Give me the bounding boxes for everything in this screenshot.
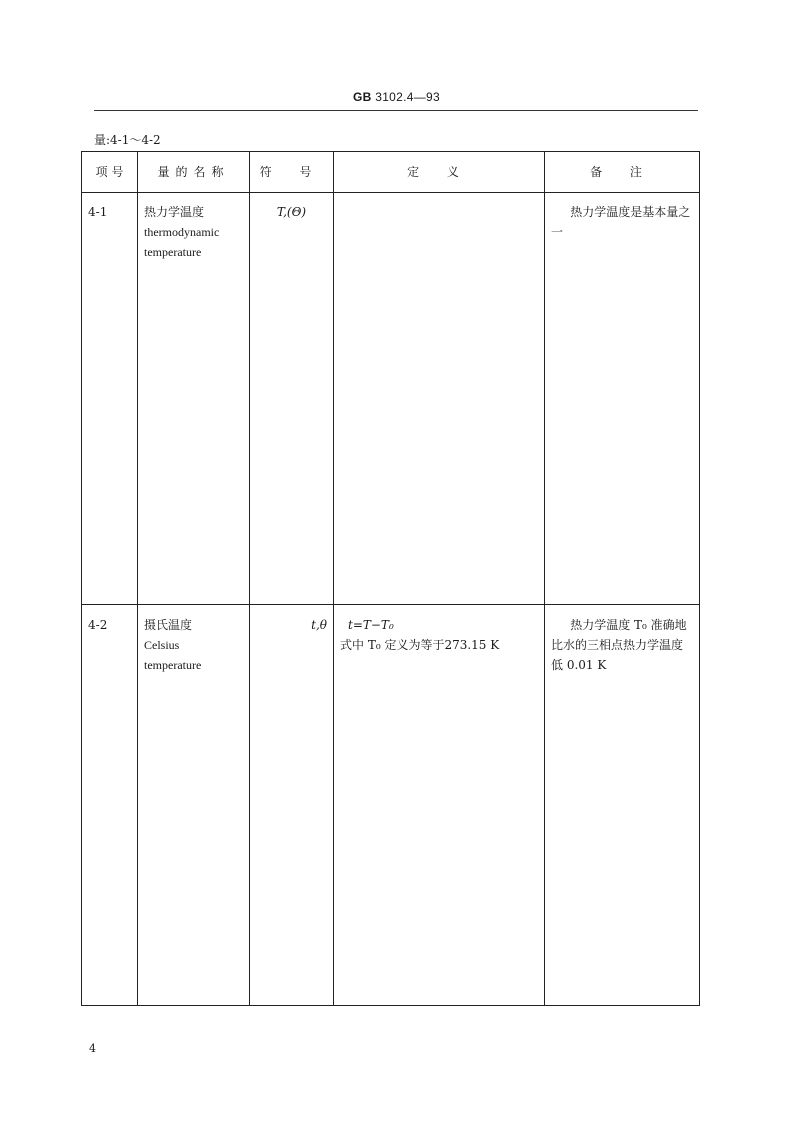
header-item-no: 项 号	[82, 152, 138, 193]
header-symbol: 符 号	[250, 152, 334, 193]
quantity-name	[138, 605, 250, 1006]
header-quantity-name: 量的名称	[138, 152, 250, 193]
standard-prefix: GB	[352, 90, 372, 104]
quantity-remarks: 热力学温度是基本量之一	[545, 193, 700, 605]
table-row	[82, 193, 700, 605]
page-header	[0, 90, 793, 104]
quantity-name-en: temperature	[144, 658, 202, 672]
quantity-symbol: T,(Θ)	[250, 193, 334, 605]
quantity-name	[138, 193, 250, 605]
table-caption: 量:4-1～4-2	[94, 133, 161, 147]
quantity-name-zh: 摄氏温度	[144, 618, 193, 632]
header-remarks: 备 注	[545, 152, 700, 193]
item-number: 4-2	[82, 605, 138, 1006]
definition-formula: t=T−T₀	[348, 618, 394, 632]
quantity-remarks: 热力学温度 T₀ 准确地比水的三相点热力学温度低 0.01 K	[545, 605, 700, 1006]
quantity-name-zh: 热力学温度	[144, 205, 205, 219]
item-number: 4-1	[82, 193, 138, 605]
quantity-symbol: t,θ	[250, 605, 334, 1006]
quantities-table	[81, 151, 700, 1006]
quantity-definition	[334, 605, 545, 1006]
table-row	[82, 605, 700, 1006]
header-definition: 定 义	[334, 152, 545, 193]
quantity-definition	[334, 193, 545, 605]
quantity-name-en: temperature	[144, 245, 202, 259]
quantity-name-en: Celsius	[144, 638, 180, 652]
standard-number: 3102.4—93	[375, 90, 440, 104]
table-header-row	[82, 152, 700, 193]
definition-text: 式中 T₀ 定义为等于273.15 K	[340, 638, 500, 652]
quantity-name-en: thermodynamic	[144, 225, 220, 239]
page-number: 4	[89, 1042, 96, 1055]
header-rule	[94, 110, 698, 111]
